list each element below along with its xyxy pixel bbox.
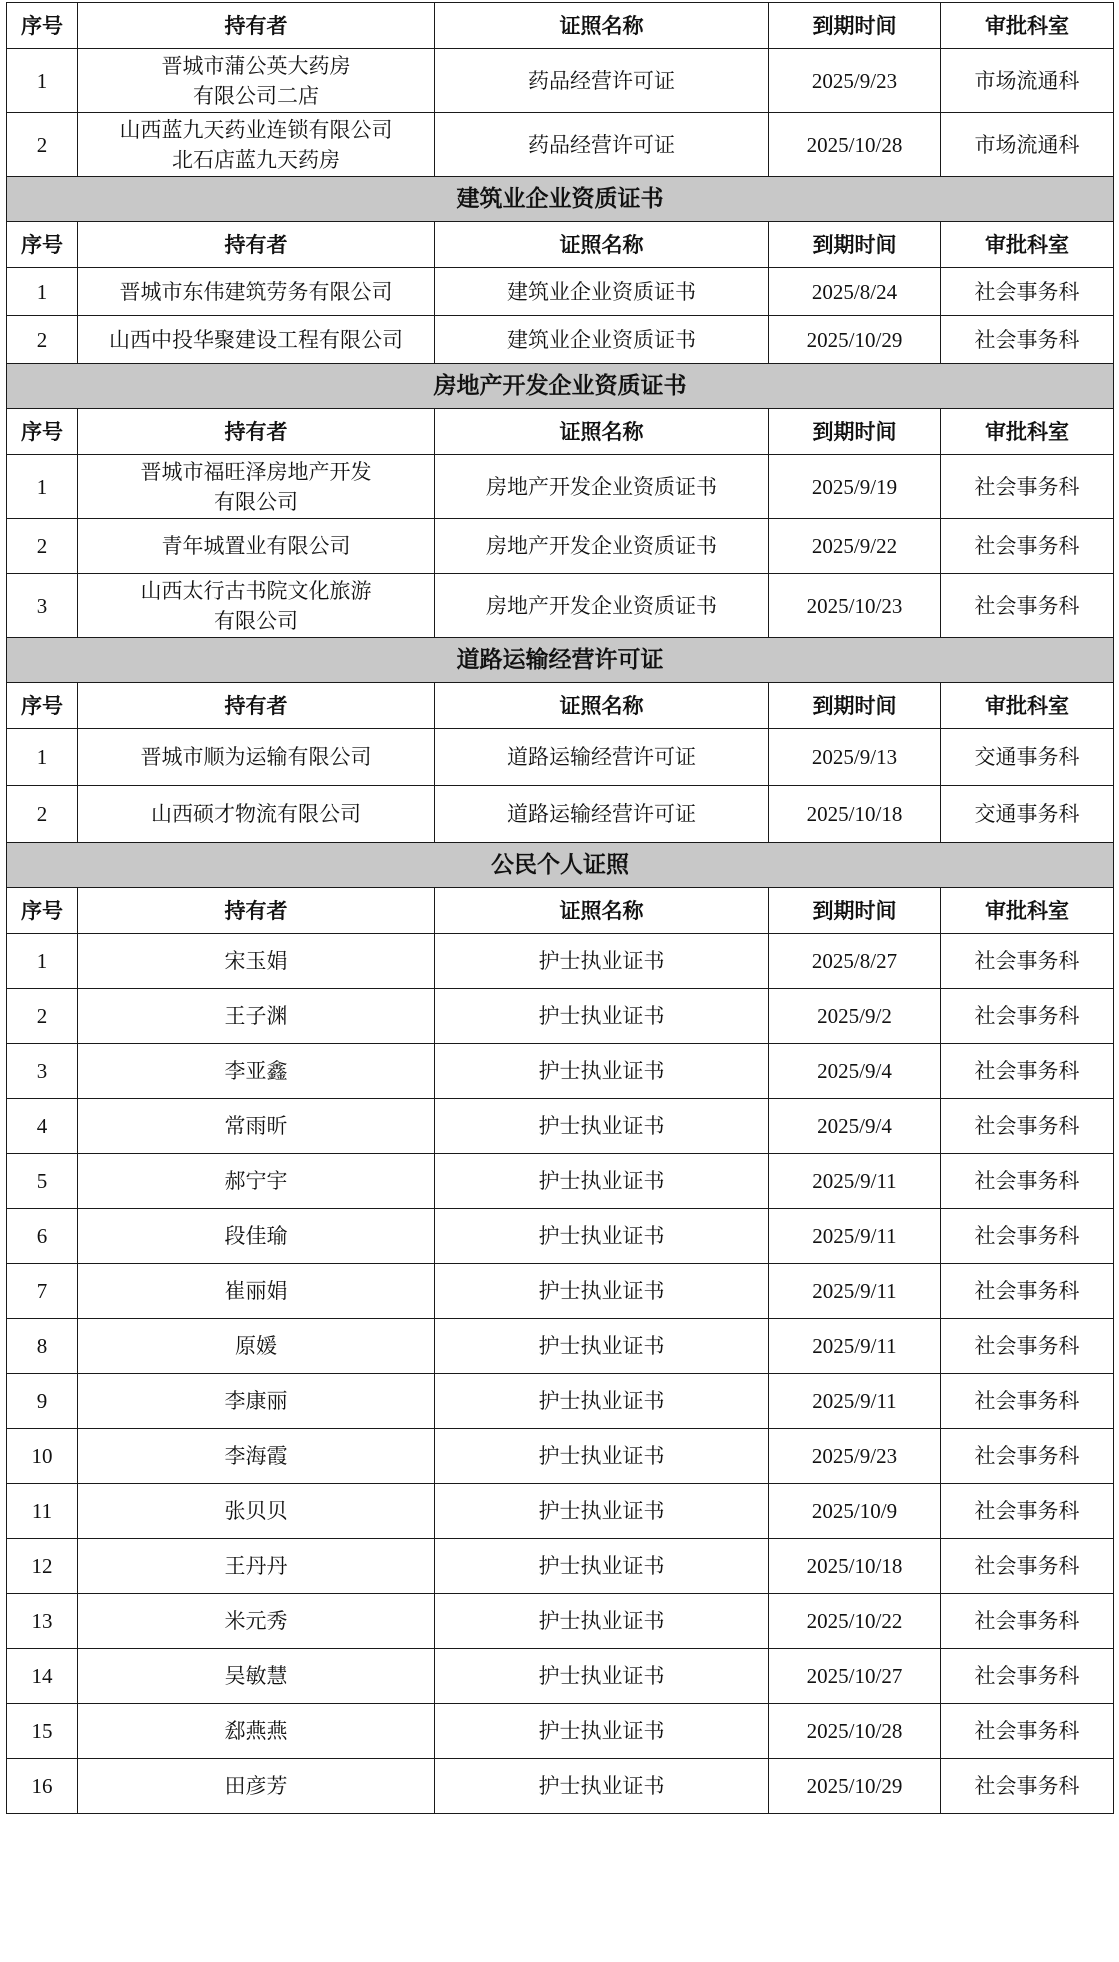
row-number-cell: 13 — [7, 1594, 78, 1649]
expiry-date-cell: 2025/9/11 — [769, 1374, 941, 1429]
section-title: 公民个人证照 — [7, 843, 1114, 888]
certificate-name-cell: 护士执业证书 — [435, 1759, 769, 1814]
holder-cell — [78, 1594, 435, 1649]
department-cell: 社会事务科 — [941, 574, 1114, 638]
expiry-date-cell: 2025/9/11 — [769, 1264, 941, 1319]
table-row — [7, 268, 1114, 316]
expiry-date-cell: 2025/8/24 — [769, 268, 941, 316]
department-cell: 交通事务科 — [941, 786, 1114, 843]
table-row — [7, 1649, 1114, 1704]
row-number-cell: 15 — [7, 1704, 78, 1759]
holder-name-line: 王丹丹 — [224, 1554, 288, 1578]
certificate-name-cell: 护士执业证书 — [435, 1044, 769, 1099]
section-title-row — [7, 843, 1114, 888]
holder-cell — [78, 113, 435, 177]
expiry-date-cell: 2025/9/23 — [769, 49, 941, 113]
department-cell: 社会事务科 — [941, 268, 1114, 316]
header-cell-department: 审批科室 — [941, 888, 1114, 934]
department-cell: 社会事务科 — [941, 1539, 1114, 1594]
department-cell: 社会事务科 — [941, 316, 1114, 364]
row-number-cell: 2 — [7, 519, 78, 574]
certificate-name-cell: 护士执业证书 — [435, 1099, 769, 1154]
certificate-name-cell: 房地产开发企业资质证书 — [435, 519, 769, 574]
certificate-name-cell: 护士执业证书 — [435, 1264, 769, 1319]
holder-cell — [78, 1374, 435, 1429]
holder-cell — [78, 1429, 435, 1484]
table-row — [7, 1209, 1114, 1264]
header-cell-certificate: 证照名称 — [435, 3, 769, 49]
row-number-cell: 2 — [7, 989, 78, 1044]
header-cell-certificate: 证照名称 — [435, 409, 769, 455]
department-cell: 社会事务科 — [941, 989, 1114, 1044]
certificate-name-cell: 护士执业证书 — [435, 989, 769, 1044]
holder-name-line: 吴敏慧 — [224, 1664, 288, 1688]
department-cell: 社会事务科 — [941, 1264, 1114, 1319]
certificate-name-cell: 护士执业证书 — [435, 1484, 769, 1539]
holder-cell — [78, 1759, 435, 1814]
expiry-date-cell: 2025/10/9 — [769, 1484, 941, 1539]
table-row — [7, 1374, 1114, 1429]
header-cell-holder: 持有者 — [78, 222, 435, 268]
holder-cell — [78, 1484, 435, 1539]
holder-cell — [78, 1154, 435, 1209]
header-cell-number: 序号 — [7, 888, 78, 934]
holder-name-line: 崔丽娟 — [224, 1279, 288, 1303]
certificate-name-cell: 护士执业证书 — [435, 1704, 769, 1759]
certificate-name-cell: 护士执业证书 — [435, 1209, 769, 1264]
table-row — [7, 519, 1114, 574]
department-cell: 市场流通科 — [941, 49, 1114, 113]
certificate-name-cell: 道路运输经营许可证 — [435, 786, 769, 843]
table-row — [7, 989, 1114, 1044]
column-header-row — [7, 888, 1114, 934]
department-cell: 社会事务科 — [941, 1319, 1114, 1374]
holder-cell — [78, 268, 435, 316]
expiry-date-cell: 2025/10/18 — [769, 786, 941, 843]
holder-name-line: 山西中投华聚建设工程有限公司 — [109, 327, 403, 352]
holder-name-line: 张贝贝 — [224, 1499, 288, 1523]
department-cell: 社会事务科 — [941, 1044, 1114, 1099]
certificate-name-cell: 护士执业证书 — [435, 1429, 769, 1484]
expiry-date-cell: 2025/10/27 — [769, 1649, 941, 1704]
department-cell: 社会事务科 — [941, 455, 1114, 519]
header-cell-certificate: 证照名称 — [435, 888, 769, 934]
certificate-name-cell: 建筑业企业资质证书 — [435, 268, 769, 316]
holder-name-line: 有限公司 — [214, 608, 298, 633]
department-cell: 社会事务科 — [941, 1429, 1114, 1484]
header-cell-certificate: 证照名称 — [435, 683, 769, 729]
column-header-row — [7, 409, 1114, 455]
column-header-row — [7, 222, 1114, 268]
expiry-date-cell: 2025/10/28 — [769, 113, 941, 177]
holder-name-line: 山西太行古书院文化旅游 — [140, 578, 372, 603]
section-title: 建筑业企业资质证书 — [7, 177, 1114, 222]
row-number-cell: 4 — [7, 1099, 78, 1154]
table-row — [7, 934, 1114, 989]
department-cell: 社会事务科 — [941, 1209, 1114, 1264]
row-number-cell: 1 — [7, 268, 78, 316]
holder-cell — [78, 1044, 435, 1099]
holder-name-line: 山西硕才物流有限公司 — [151, 802, 361, 826]
expiry-date-cell: 2025/9/11 — [769, 1319, 941, 1374]
holder-name-line: 宋玉娟 — [224, 949, 288, 973]
department-cell: 社会事务科 — [941, 1759, 1114, 1814]
holder-name-line: 晋城市福旺泽房地产开发 — [140, 459, 372, 484]
table-row — [7, 1594, 1114, 1649]
department-cell: 社会事务科 — [941, 1374, 1114, 1429]
holder-cell — [78, 1704, 435, 1759]
row-number-cell: 1 — [7, 934, 78, 989]
table-row — [7, 574, 1114, 638]
holder-cell — [78, 786, 435, 843]
holder-name-line: 李海霞 — [224, 1444, 288, 1468]
row-number-cell: 2 — [7, 113, 78, 177]
row-number-cell: 1 — [7, 729, 78, 786]
row-number-cell: 1 — [7, 49, 78, 113]
holder-name-line: 晋城市东伟建筑劳务有限公司 — [119, 279, 393, 304]
header-cell-holder: 持有者 — [78, 888, 435, 934]
holder-name-line: 常雨昕 — [224, 1114, 288, 1138]
header-cell-holder: 持有者 — [78, 3, 435, 49]
holder-cell — [78, 989, 435, 1044]
table-row — [7, 455, 1114, 519]
holder-name-line: 王子渊 — [224, 1004, 288, 1028]
row-number-cell: 6 — [7, 1209, 78, 1264]
department-cell: 社会事务科 — [941, 1154, 1114, 1209]
certificate-expiry-table — [6, 2, 1114, 1814]
certificate-name-cell: 护士执业证书 — [435, 1374, 769, 1429]
certificate-name-cell: 护士执业证书 — [435, 1319, 769, 1374]
header-cell-expiry-date: 到期时间 — [769, 222, 941, 268]
header-cell-expiry-date: 到期时间 — [769, 683, 941, 729]
table-row — [7, 1484, 1114, 1539]
table-row — [7, 49, 1114, 113]
section-title-row — [7, 364, 1114, 409]
header-cell-department: 审批科室 — [941, 3, 1114, 49]
row-number-cell: 2 — [7, 316, 78, 364]
header-cell-department: 审批科室 — [941, 409, 1114, 455]
holder-cell — [78, 1539, 435, 1594]
column-header-row — [7, 683, 1114, 729]
holder-name-line: 青年城置业有限公司 — [161, 534, 351, 558]
header-cell-department: 审批科室 — [941, 222, 1114, 268]
header-cell-expiry-date: 到期时间 — [769, 888, 941, 934]
table-row — [7, 1539, 1114, 1594]
holder-name-line: 郄燕燕 — [224, 1719, 288, 1743]
table-row — [7, 786, 1114, 843]
holder-cell — [78, 316, 435, 364]
holder-name-line: 北石店蓝九天药房 — [172, 147, 340, 172]
header-cell-holder: 持有者 — [78, 409, 435, 455]
expiry-date-cell: 2025/9/19 — [769, 455, 941, 519]
holder-cell — [78, 934, 435, 989]
expiry-date-cell: 2025/9/13 — [769, 729, 941, 786]
holder-name-line: 山西蓝九天药业连锁有限公司 — [119, 117, 393, 142]
expiry-date-cell: 2025/9/11 — [769, 1154, 941, 1209]
table-row — [7, 1429, 1114, 1484]
holder-name-line: 郝宁宇 — [224, 1169, 288, 1193]
row-number-cell: 3 — [7, 1044, 78, 1099]
department-cell: 市场流通科 — [941, 113, 1114, 177]
certificate-name-cell: 护士执业证书 — [435, 1154, 769, 1209]
certificate-name-cell: 药品经营许可证 — [435, 49, 769, 113]
row-number-cell: 7 — [7, 1264, 78, 1319]
holder-cell — [78, 519, 435, 574]
expiry-date-cell: 2025/10/28 — [769, 1704, 941, 1759]
certificate-name-cell: 护士执业证书 — [435, 1649, 769, 1704]
expiry-date-cell: 2025/9/22 — [769, 519, 941, 574]
holder-name-line: 李亚鑫 — [224, 1059, 288, 1083]
expiry-date-cell: 2025/10/29 — [769, 316, 941, 364]
department-cell: 社会事务科 — [941, 1594, 1114, 1649]
department-cell: 社会事务科 — [941, 934, 1114, 989]
row-number-cell: 14 — [7, 1649, 78, 1704]
table-row — [7, 316, 1114, 364]
holder-name-line: 段佳瑜 — [224, 1224, 288, 1248]
certificate-name-cell: 房地产开发企业资质证书 — [435, 574, 769, 638]
row-number-cell: 2 — [7, 786, 78, 843]
holder-name-line: 有限公司二店 — [193, 83, 319, 108]
row-number-cell: 16 — [7, 1759, 78, 1814]
header-cell-department: 审批科室 — [941, 683, 1114, 729]
expiry-date-cell: 2025/10/23 — [769, 574, 941, 638]
certificate-name-cell: 护士执业证书 — [435, 934, 769, 989]
department-cell: 社会事务科 — [941, 1704, 1114, 1759]
column-header-row — [7, 3, 1114, 49]
certificate-name-cell: 道路运输经营许可证 — [435, 729, 769, 786]
expiry-date-cell: 2025/9/11 — [769, 1209, 941, 1264]
holder-name-line: 田彦芳 — [224, 1774, 288, 1798]
table-row — [7, 1264, 1114, 1319]
certificate-name-cell: 护士执业证书 — [435, 1594, 769, 1649]
holder-name-line: 有限公司 — [214, 489, 298, 514]
department-cell: 社会事务科 — [941, 1099, 1114, 1154]
expiry-date-cell: 2025/8/27 — [769, 934, 941, 989]
expiry-date-cell: 2025/9/4 — [769, 1044, 941, 1099]
certificate-name-cell: 建筑业企业资质证书 — [435, 316, 769, 364]
header-cell-number: 序号 — [7, 683, 78, 729]
certificate-name-cell: 药品经营许可证 — [435, 113, 769, 177]
row-number-cell: 10 — [7, 1429, 78, 1484]
section-title-row — [7, 638, 1114, 683]
table-row — [7, 1044, 1114, 1099]
table-row — [7, 729, 1114, 786]
holder-cell — [78, 1209, 435, 1264]
holder-cell — [78, 455, 435, 519]
table-row — [7, 1759, 1114, 1814]
holder-cell — [78, 574, 435, 638]
row-number-cell: 9 — [7, 1374, 78, 1429]
table-row — [7, 1319, 1114, 1374]
holder-name-line: 米元秀 — [224, 1609, 288, 1633]
holder-cell — [78, 1319, 435, 1374]
header-cell-expiry-date: 到期时间 — [769, 3, 941, 49]
table-row — [7, 1154, 1114, 1209]
row-number-cell: 3 — [7, 574, 78, 638]
holder-cell — [78, 49, 435, 113]
expiry-date-cell: 2025/10/29 — [769, 1759, 941, 1814]
holder-name-line: 李康丽 — [224, 1389, 288, 1413]
department-cell: 社会事务科 — [941, 519, 1114, 574]
row-number-cell: 12 — [7, 1539, 78, 1594]
expiry-date-cell: 2025/9/2 — [769, 989, 941, 1044]
holder-name-line: 原媛 — [235, 1334, 277, 1358]
header-cell-holder: 持有者 — [78, 683, 435, 729]
certificate-name-cell: 房地产开发企业资质证书 — [435, 455, 769, 519]
holder-name-line: 晋城市顺为运输有限公司 — [140, 745, 372, 769]
holder-name-line: 晋城市蒲公英大药房 — [161, 53, 351, 78]
section-title: 道路运输经营许可证 — [7, 638, 1114, 683]
row-number-cell: 11 — [7, 1484, 78, 1539]
section-title-row — [7, 177, 1114, 222]
header-cell-expiry-date: 到期时间 — [769, 409, 941, 455]
holder-cell — [78, 1099, 435, 1154]
department-cell: 交通事务科 — [941, 729, 1114, 786]
table-row — [7, 1099, 1114, 1154]
holder-cell — [78, 729, 435, 786]
expiry-date-cell: 2025/9/4 — [769, 1099, 941, 1154]
header-cell-number: 序号 — [7, 409, 78, 455]
expiry-date-cell: 2025/9/23 — [769, 1429, 941, 1484]
header-cell-number: 序号 — [7, 222, 78, 268]
department-cell: 社会事务科 — [941, 1484, 1114, 1539]
row-number-cell: 1 — [7, 455, 78, 519]
section-title: 房地产开发企业资质证书 — [7, 364, 1114, 409]
expiry-date-cell: 2025/10/22 — [769, 1594, 941, 1649]
department-cell: 社会事务科 — [941, 1649, 1114, 1704]
table-row — [7, 1704, 1114, 1759]
row-number-cell: 5 — [7, 1154, 78, 1209]
certificate-name-cell: 护士执业证书 — [435, 1539, 769, 1594]
table-row — [7, 113, 1114, 177]
holder-cell — [78, 1649, 435, 1704]
header-cell-number: 序号 — [7, 3, 78, 49]
row-number-cell: 8 — [7, 1319, 78, 1374]
holder-cell — [78, 1264, 435, 1319]
expiry-date-cell: 2025/10/18 — [769, 1539, 941, 1594]
header-cell-certificate: 证照名称 — [435, 222, 769, 268]
